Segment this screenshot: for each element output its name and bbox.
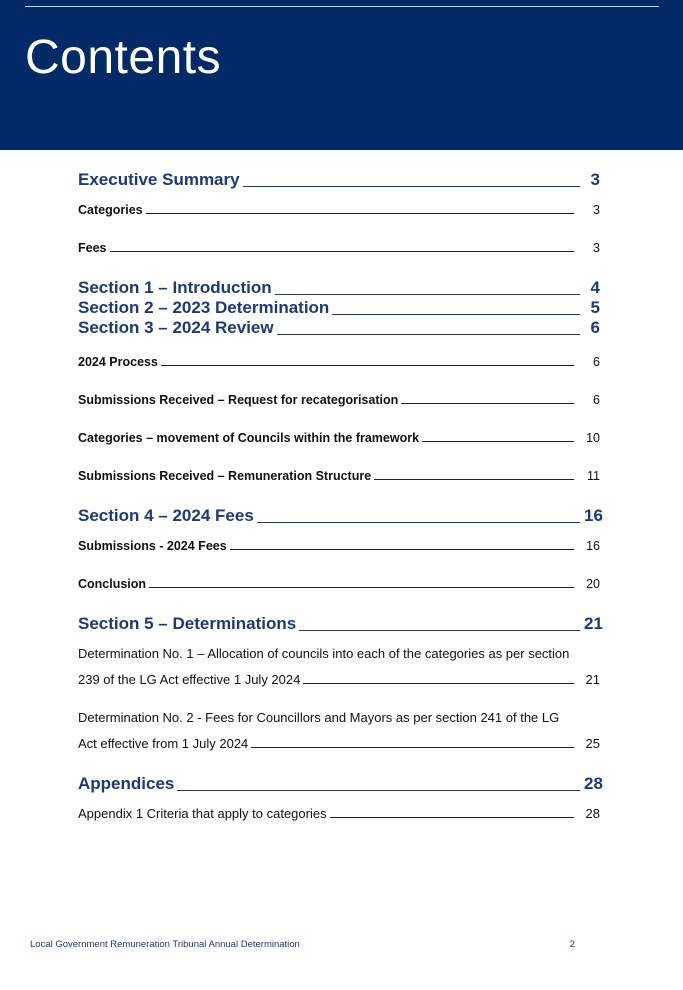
header-banner — [0, 0, 683, 150]
toc-entry-determination2[interactable] — [78, 710, 600, 752]
page-title: Contents — [25, 31, 222, 84]
toc-leader — [422, 441, 574, 442]
toc-page-number: 3 — [590, 170, 600, 189]
toc-label: Categories – movement of Councils within the framework — [78, 431, 420, 445]
toc-leader — [251, 747, 574, 748]
toc-leader — [374, 479, 574, 480]
toc-entry-submissions-fees[interactable] — [78, 538, 600, 554]
toc-leader — [303, 683, 574, 684]
footer-text: Local Government Remuneration Tribunal Annual Determination — [30, 939, 300, 950]
toc-entry-categories[interactable] — [78, 202, 600, 218]
toc-leader — [149, 587, 574, 588]
toc-entry-section3[interactable] — [78, 318, 600, 338]
toc-leader — [275, 294, 580, 295]
toc-page-number: 3 — [593, 203, 600, 217]
toc-label-line1: Determination No. 2 - Fees for Councillors and Mayors as per section 241 of the LG — [78, 710, 560, 725]
toc-page-number: 20 — [586, 577, 600, 591]
toc-entry-fees[interactable] — [78, 240, 600, 256]
toc-page-number: 6 — [590, 318, 600, 337]
toc-page-number: 21 — [585, 672, 600, 687]
toc-leader — [277, 334, 580, 335]
toc-page-number: 5 — [590, 298, 600, 317]
toc-leader — [243, 186, 580, 187]
toc-label: Appendix 1 Criteria that apply to categories — [78, 806, 327, 821]
toc-leader — [299, 630, 580, 631]
toc-entry-section2[interactable] — [78, 298, 600, 318]
toc-entry-submissions-remuneration[interactable] — [78, 468, 600, 484]
toc-entry-conclusion[interactable] — [78, 576, 600, 592]
toc-label: Section 3 – 2024 Review — [78, 318, 274, 337]
toc-label: Conclusion — [78, 577, 147, 591]
toc-label-line2: Act effective from 1 July 2024 — [78, 736, 249, 751]
toc-label: Fees — [78, 241, 107, 255]
toc-leader — [177, 790, 580, 791]
toc-label: Section 5 – Determinations — [78, 614, 297, 633]
toc-page-number: 28 — [584, 774, 603, 793]
toc-page-number: 10 — [586, 431, 600, 445]
table-of-contents — [78, 160, 603, 822]
toc-page-number: 6 — [593, 393, 600, 407]
toc-leader — [230, 549, 574, 550]
toc-label: Section 2 – 2023 Determination — [78, 298, 330, 317]
toc-label: Section 1 – Introduction — [78, 278, 272, 297]
toc-entry-executive-summary[interactable] — [78, 170, 600, 190]
toc-label: 2024 Process — [78, 355, 158, 369]
toc-entry-submissions-recategorisation[interactable] — [78, 392, 600, 408]
toc-page-number: 28 — [585, 806, 600, 821]
toc-page-number: 6 — [593, 355, 600, 369]
toc-label: Submissions Received – Request for recategorisation — [78, 393, 399, 407]
toc-entry-appendices[interactable] — [78, 774, 603, 794]
toc-entry-section5[interactable] — [78, 614, 603, 634]
toc-leader — [110, 251, 575, 252]
toc-page-number: 16 — [586, 539, 600, 553]
toc-leader — [401, 403, 574, 404]
toc-leader — [332, 314, 580, 315]
toc-page-number: 25 — [585, 736, 600, 751]
toc-page-number: 3 — [593, 241, 600, 255]
toc-entry-section1[interactable] — [78, 278, 600, 298]
toc-page-number: 4 — [590, 278, 600, 297]
toc-entry-2024-process[interactable] — [78, 354, 600, 370]
toc-entry-section4[interactable] — [78, 506, 603, 526]
toc-entry-determination1[interactable] — [78, 646, 600, 688]
toc-label: Section 4 – 2024 Fees — [78, 506, 254, 525]
toc-page-number: 21 — [584, 614, 603, 633]
toc-label: Categories — [78, 203, 143, 217]
toc-label-line1: Determination No. 1 – Allocation of councils into each of the categories as per section — [78, 646, 570, 661]
header-rule — [25, 6, 659, 7]
toc-leader — [146, 213, 574, 214]
toc-label: Submissions - 2024 Fees — [78, 539, 227, 553]
footer-page-number: 2 — [569, 939, 575, 950]
toc-label: Executive Summary — [78, 170, 240, 189]
toc-entry-appendix1[interactable] — [78, 806, 600, 822]
toc-label: Appendices — [78, 774, 175, 793]
toc-entry-categories-movement[interactable] — [78, 430, 600, 446]
page-footer — [30, 939, 575, 950]
toc-page-number: 16 — [584, 506, 603, 525]
toc-label-line2: 239 of the LG Act effective 1 July 2024 — [78, 672, 301, 687]
toc-leader — [161, 365, 574, 366]
toc-leader — [257, 522, 580, 523]
toc-label: Submissions Received – Remuneration Structure — [78, 469, 372, 483]
toc-page-number: 11 — [587, 469, 600, 483]
toc-leader — [330, 817, 574, 818]
